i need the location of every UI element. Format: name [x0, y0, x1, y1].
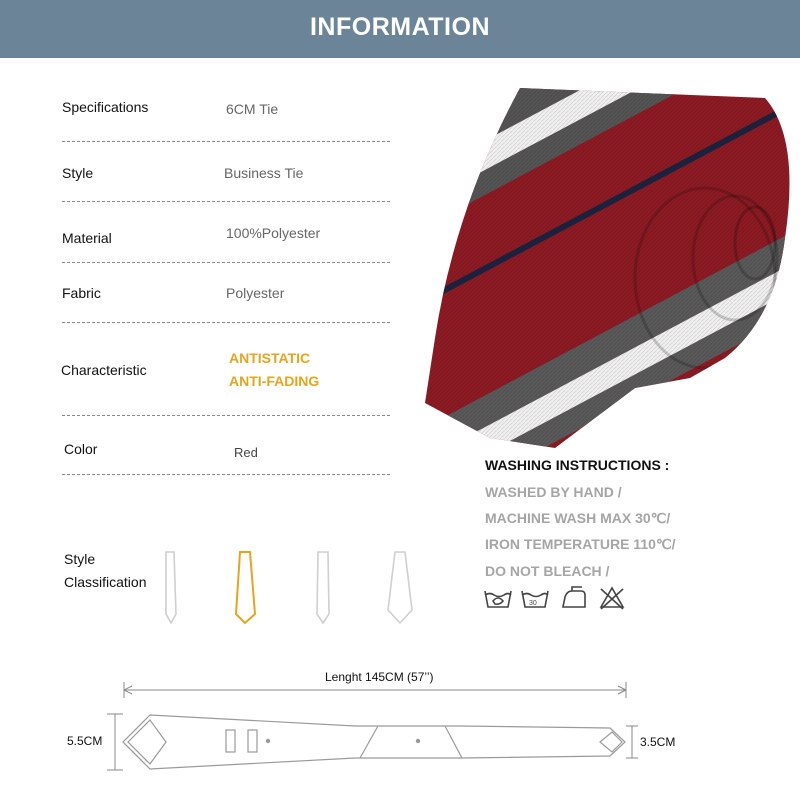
skinny-tie-icon — [166, 552, 176, 623]
spec-value-style: Business Tie — [224, 165, 304, 181]
svg-text:30: 30 — [529, 600, 537, 607]
spec-value-material: 100%Polyester — [226, 225, 321, 241]
divider — [62, 415, 390, 416]
washing-line-hand: WASHED BY HAND / — [485, 484, 622, 500]
spec-label-material: Material — [62, 230, 112, 246]
do-not-bleach-icon — [601, 588, 623, 609]
length-label: Lenght 145CM (57’’) — [325, 670, 434, 684]
divider — [62, 201, 390, 202]
spec-value-color: Red — [234, 445, 258, 460]
tie-outline — [123, 715, 625, 769]
spec-label-fabric: Fabric — [62, 285, 101, 301]
washing-line-iron: IRON TEMPERATURE 110℃/ — [485, 536, 676, 552]
spec-value-anti-fading: ANTI-FADING — [229, 373, 320, 389]
spec-label-style: Style — [62, 165, 94, 181]
wide-tie-icon — [388, 552, 412, 623]
spec-label-specifications: Specifications — [62, 99, 149, 115]
washing-instructions-title: WASHING INSTRUCTIONS : — [485, 457, 670, 473]
divider — [62, 262, 390, 263]
spec-value-antistatic: ANTISTATIC — [229, 350, 311, 366]
divider — [62, 141, 390, 142]
style-classification-line2: Classification — [64, 574, 147, 590]
care-icons — [482, 583, 642, 613]
spec-value-specifications: 6CM Tie — [226, 101, 279, 117]
spec-label-color: Color — [64, 441, 98, 457]
spec-label-characteristic: Characteristic — [61, 362, 147, 378]
washing-line-bleach: DO NOT BLEACH / — [485, 563, 610, 579]
info-header — [0, 0, 800, 58]
spec-value-fabric: Polyester — [226, 285, 285, 301]
iron-icon — [563, 587, 585, 607]
style-classification-line1: Style — [64, 551, 96, 567]
tie-style-icons — [150, 548, 440, 628]
divider — [62, 474, 390, 475]
style-classification-label — [64, 548, 146, 594]
slim-tie-icon-selected — [236, 552, 255, 623]
washing-line-machine: MACHINE WASH MAX 30℃/ — [485, 510, 671, 526]
wide-end-label: 5.5CM — [67, 734, 103, 748]
machine-wash-30-icon — [522, 591, 548, 607]
divider — [62, 322, 390, 323]
narrow-end-label: 3.5CM — [640, 735, 676, 749]
page-title: INFORMATION — [309, 13, 490, 41]
hand-wash-icon — [485, 591, 511, 607]
tie-product-image — [405, 58, 800, 458]
straight-tie-icon — [317, 552, 329, 623]
